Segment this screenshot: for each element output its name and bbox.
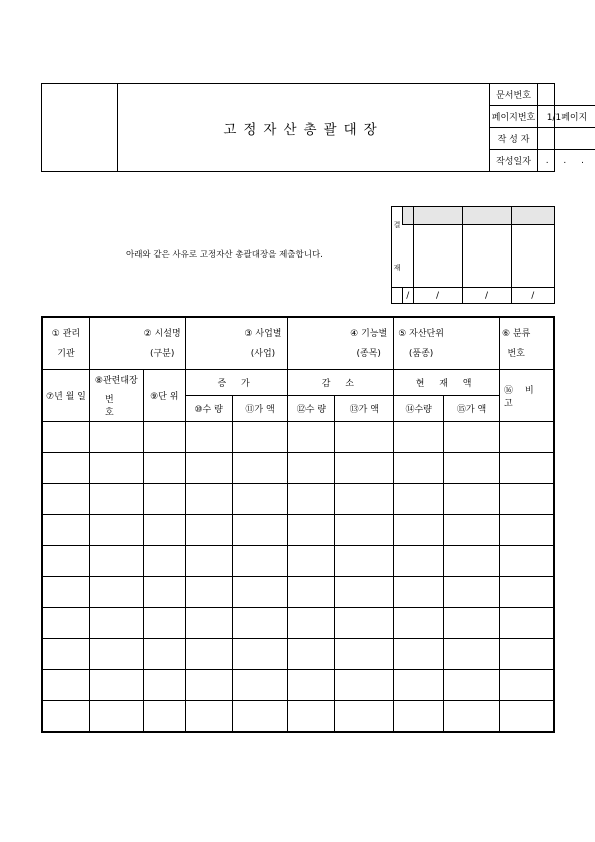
ledger-body [43,422,554,732]
table-row [43,577,554,608]
field-4-line2: (종목) [356,349,381,359]
table-cell[interactable] [89,546,143,577]
asset-ledger-table [41,316,555,733]
table-row [43,422,554,453]
table-cell[interactable] [444,608,500,639]
table-row [43,484,554,515]
table-cell[interactable] [335,546,394,577]
approval-date-cell-3[interactable]: / [462,288,511,304]
col-related-line1: ⑧관련대장 [94,376,138,386]
table-cell[interactable] [288,577,335,608]
table-cell[interactable] [89,422,143,453]
table-cell[interactable] [444,515,500,546]
table-cell[interactable] [89,701,143,732]
table-cell[interactable] [232,670,288,701]
field-facility-cell [89,318,185,370]
table-cell[interactable] [185,453,232,484]
col-remarks-header: ⑯비 고 [499,370,553,422]
table-cell[interactable] [444,701,500,732]
table-cell[interactable] [185,701,232,732]
field-2-line2: (구분) [149,349,175,359]
approval-vertical-label [392,207,403,288]
table-cell[interactable] [288,546,335,577]
table-cell[interactable] [444,670,500,701]
col-unit-header: ⑨단 위 [143,370,185,422]
info-value-page-number: 1/1페이지 [538,106,595,128]
table-cell[interactable] [232,422,288,453]
approval-title-cell-4 [511,207,554,225]
table-cell[interactable] [143,577,185,608]
table-cell[interactable] [143,515,185,546]
approval-date-cell-4[interactable]: / [511,288,554,304]
table-cell[interactable] [89,515,143,546]
table-cell[interactable] [444,453,500,484]
table-cell[interactable] [499,577,553,608]
table-cell[interactable] [335,453,394,484]
table-cell[interactable] [499,608,553,639]
table-cell[interactable] [335,608,394,639]
table-cell[interactable] [499,701,553,732]
table-cell[interactable] [335,701,394,732]
table-row [43,608,554,639]
table-cell[interactable] [185,422,232,453]
table-cell[interactable] [43,453,90,484]
table-cell[interactable] [394,701,444,732]
table-cell[interactable] [444,577,500,608]
approval-box [391,206,555,304]
table-cell[interactable] [499,546,553,577]
info-label-doc-number: 문서번호 [490,84,538,106]
col-decrease-header: 감 소 [288,370,394,396]
table-cell[interactable] [232,608,288,639]
approval-title-cell-1 [403,207,414,225]
document-info [490,84,590,171]
approval-bottom-spacer [392,288,403,304]
info-value-doc-number[interactable] [538,84,595,106]
table-cell[interactable] [143,608,185,639]
table-cell[interactable] [232,546,288,577]
table-row [43,453,554,484]
table-cell[interactable] [444,546,500,577]
table-cell[interactable] [444,422,500,453]
field-asset-unit-cell [394,318,500,370]
col-current-qty: ⑭수량 [394,396,444,422]
field-3-line2: (사업) [250,349,276,359]
field-1-line1: ① 관리 [51,328,81,339]
approval-sign-cell-2[interactable] [413,225,462,288]
col-decrease-amount: ⑬가 액 [335,396,394,422]
table-cell[interactable] [185,546,232,577]
field-6-line1: ⑥ 분류 [501,329,531,339]
table-cell[interactable] [43,639,90,670]
col-increase-amount: ⑪가 액 [232,396,288,422]
table-cell[interactable] [394,515,444,546]
submission-statement: 아래와 같은 사유로 고정자산 총괄대장을 제출합니다. [126,250,323,260]
approval-date-cell-2[interactable]: / [413,288,462,304]
table-cell[interactable] [335,670,394,701]
info-label-page-number: 페이지번호 [490,106,538,128]
info-label-author: 작 성 자 [490,128,538,150]
table-cell[interactable] [288,484,335,515]
table-cell[interactable] [394,546,444,577]
table-cell[interactable] [89,484,143,515]
table-row [43,546,554,577]
table-cell[interactable] [444,639,500,670]
table-cell[interactable] [232,484,288,515]
table-cell[interactable] [89,670,143,701]
table-cell[interactable] [43,577,90,608]
table-cell[interactable] [288,639,335,670]
table-cell[interactable] [43,608,90,639]
table-cell[interactable] [232,577,288,608]
table-cell[interactable] [143,484,185,515]
table-cell[interactable] [394,577,444,608]
table-cell[interactable] [43,546,90,577]
info-label-date: 작성일자 [490,150,538,172]
col-date-header: ⑦년 월 일 [43,370,90,422]
table-cell[interactable] [232,515,288,546]
table-cell[interactable] [499,515,553,546]
approval-sign-cell-1[interactable] [403,225,414,288]
field-3-line1: ③ 사업별 [244,329,282,339]
field-function-cell [288,318,394,370]
field-2-line1: ② 시설명 [143,329,181,339]
table-row [43,670,554,701]
table-cell[interactable] [335,422,394,453]
table-cell[interactable] [288,515,335,546]
table-cell[interactable] [394,608,444,639]
table-cell[interactable] [499,453,553,484]
field-business-cell [185,318,288,370]
table-cell[interactable] [499,422,553,453]
table-cell[interactable] [335,577,394,608]
table-cell[interactable] [288,670,335,701]
table-cell[interactable] [394,484,444,515]
table-cell[interactable] [499,484,553,515]
table-cell[interactable] [43,670,90,701]
col-related-line2: 번 호 [104,395,128,418]
table-cell[interactable] [185,639,232,670]
table-cell[interactable] [89,453,143,484]
info-value-author[interactable] [538,128,595,150]
table-cell[interactable] [335,515,394,546]
table-cell[interactable] [143,422,185,453]
table-cell[interactable] [444,484,500,515]
table-cell[interactable] [143,639,185,670]
table-row [43,701,554,732]
table-cell[interactable] [288,608,335,639]
table-cell[interactable] [143,453,185,484]
approval-sign-cell-4[interactable] [511,225,554,288]
table-cell[interactable] [394,670,444,701]
approval-sign-cell-3[interactable] [462,225,511,288]
table-cell[interactable] [335,484,394,515]
col-increase-header: 증 가 [185,370,288,396]
table-row [43,515,554,546]
table-cell[interactable] [394,639,444,670]
table-cell[interactable] [185,670,232,701]
table-cell[interactable] [288,453,335,484]
field-classification-cell [499,318,553,370]
table-cell[interactable] [89,608,143,639]
table-cell[interactable] [43,515,90,546]
approval-title-cell-3 [462,207,511,225]
table-cell[interactable] [185,484,232,515]
table-cell[interactable] [185,515,232,546]
col-increase-qty: ⑩수 량 [185,396,232,422]
approval-date-cell-1[interactable]: / [403,288,414,304]
col-related-ledger-header [89,370,143,422]
header-blank-cell [42,84,118,171]
approval-label-jae: 재 [393,264,401,272]
field-5-line1: ⑤ 자산단위 [398,329,444,339]
table-cell[interactable] [143,546,185,577]
col-current-amount: ⑮가 액 [444,396,500,422]
table-cell[interactable] [89,639,143,670]
field-4-line1: ④ 기능별 [350,329,388,339]
field-1-line2: 기관 [57,348,75,359]
table-cell[interactable] [335,639,394,670]
table-cell[interactable] [288,422,335,453]
table-cell[interactable] [232,701,288,732]
table-cell[interactable] [232,453,288,484]
table-cell[interactable] [43,701,90,732]
col-current-header: 현 재 액 [394,370,500,396]
field-6-line2: 번호 [507,349,525,359]
col-decrease-qty: ⑫수 량 [288,396,335,422]
table-cell[interactable] [143,670,185,701]
table-cell[interactable] [89,577,143,608]
table-cell[interactable] [232,639,288,670]
table-cell[interactable] [143,701,185,732]
document-header [41,83,590,172]
table-row [43,639,554,670]
field-5-line2: (품종) [408,349,434,359]
approval-title-cell-2 [413,207,462,225]
table-cell[interactable] [499,639,553,670]
field-management-agency-label [43,318,90,370]
table-cell[interactable] [499,670,553,701]
table-cell[interactable] [185,608,232,639]
table-cell[interactable] [288,701,335,732]
approval-label-gyeol: 결 [393,221,401,229]
info-value-date[interactable]: . . . [545,155,590,166]
table-cell[interactable] [394,422,444,453]
table-cell[interactable] [43,484,90,515]
table-cell[interactable] [185,577,232,608]
table-cell[interactable] [43,422,90,453]
page-title: 고정자산총괄대장 [118,84,490,171]
table-cell[interactable] [394,453,444,484]
